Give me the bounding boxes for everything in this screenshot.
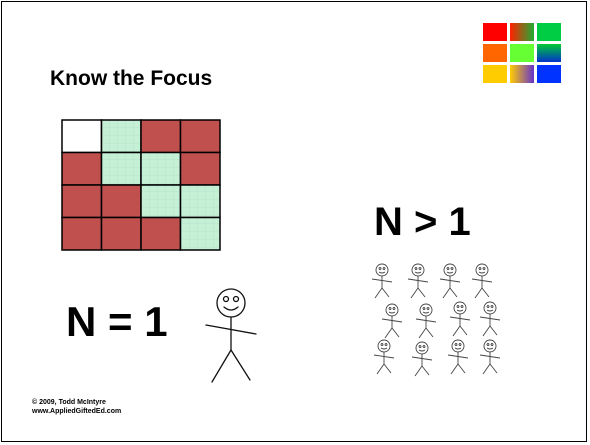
grid-cell-red xyxy=(141,120,181,153)
n-greater-than-one-label: N > 1 xyxy=(374,200,471,244)
focus-grid xyxy=(61,119,221,251)
stick-figure-icon xyxy=(450,302,470,336)
grid-cell-red xyxy=(181,153,221,186)
stick-figure-crowd xyxy=(364,260,514,382)
grid-cell-white xyxy=(62,120,102,153)
grid-cell-green xyxy=(141,185,181,218)
logo-square xyxy=(510,23,534,41)
stick-figure-icon xyxy=(480,340,500,374)
logo-square xyxy=(483,65,507,83)
n-equals-one-label: N = 1 xyxy=(66,298,168,345)
stick-figure-icon xyxy=(372,264,392,298)
logo-square xyxy=(483,44,507,62)
stick-figure-icon xyxy=(412,342,432,376)
stick-figure-icon xyxy=(382,304,402,338)
stick-figure-icon xyxy=(448,340,468,374)
stick-figure-icon xyxy=(202,288,260,386)
logo-square xyxy=(510,65,534,83)
website-line: www.AppliedGiftedEd.com xyxy=(32,408,122,415)
grid-cell-red xyxy=(181,120,221,153)
slide-title: Know the Focus xyxy=(50,67,213,90)
logo-square xyxy=(537,44,561,62)
stick-figure-icon xyxy=(408,264,428,298)
grid-cell-red xyxy=(62,185,102,218)
stick-figure-icon xyxy=(416,304,436,338)
grid-cell-green xyxy=(141,153,181,186)
grid-cell-red xyxy=(102,185,142,218)
grid-cell-green xyxy=(102,153,142,186)
logo-square xyxy=(537,23,561,41)
grid-cell-green xyxy=(181,218,221,251)
logo-square xyxy=(537,65,561,83)
grid-cell-green xyxy=(181,185,221,218)
stick-figure-icon xyxy=(472,264,492,298)
color-squares-logo xyxy=(483,23,561,83)
grid-cell-red xyxy=(62,218,102,251)
slide xyxy=(1,1,587,442)
stick-figure-icon xyxy=(480,302,500,336)
grid-cell-red xyxy=(102,218,142,251)
grid-cell-red xyxy=(62,153,102,186)
copyright-notice xyxy=(32,398,121,416)
logo-square xyxy=(483,23,507,41)
copyright-line: © 2009, Todd McIntyre xyxy=(32,399,106,406)
grid-cell-green xyxy=(102,120,142,153)
stick-figure-icon xyxy=(374,340,394,374)
stick-figure-icon xyxy=(440,264,460,298)
grid-cell-red xyxy=(141,218,181,251)
logo-square xyxy=(510,44,534,62)
